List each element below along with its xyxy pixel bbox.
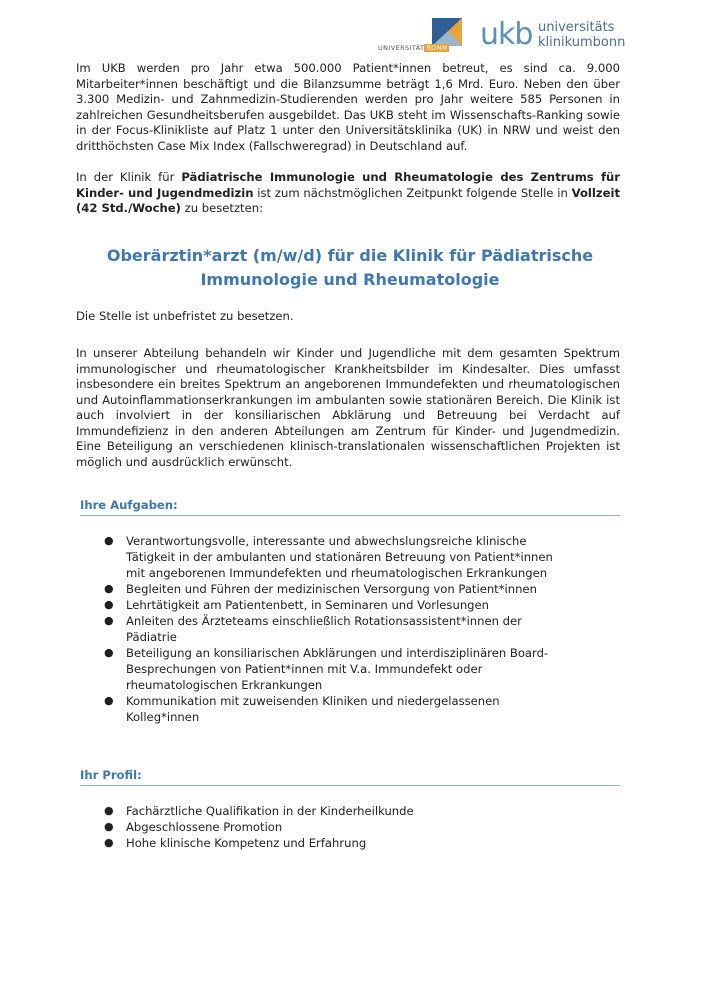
- list-item: ● Begleiten und Führen der medizinischen Versorgung von Patient*innen: [104, 582, 537, 596]
- profile-list: [104, 803, 574, 851]
- tasks-list: [104, 533, 574, 725]
- list-item: ● Kommunikation mit zuweisenden Kliniken und niedergelassenen Kolleg*innen: [104, 694, 500, 724]
- list-item: ● Fachärztliche Qualifikation in der Kinderheilkunde: [104, 804, 414, 818]
- job-title: Oberärztin*arzt (m/w/d) für die Klinik für Pädiatrische Immunologie und Rheumatologie: [106, 246, 594, 289]
- intro-paragraph: Im UKB werden pro Jahr etwa 500.000 Patient*innen betreut, es sind ca. 9.000 Mitarbeiter*innen beschäftigt und die Bilanzsumme beträgt 1,6 Mrd. Euro. Neben den über 3.300 Medizin- und Zahnmedizin-Studierenden werden pro Jahr weitere 585 Personen in zahlreichen Gesundheitsberufen ausgebildet. Das UKB steht im Wissenschafts-Ranking sowie in der Focus-Klinikliste auf Platz 1 unter den Universitätsklinika (UK) in NRW und weist den dritthöchsten Case Mix Index (Fallschweregrad) in Deutschland auf.: [76, 61, 620, 153]
- ukb-logo: [480, 16, 626, 56]
- list-item: ● Beteiligung an konsiliarischen Abklärungen und interdisziplinären Board-Besprechungen von Patient*innen mit V.a. Immundefekt oder rheumatologischen Erkrankungen: [104, 646, 549, 692]
- ukb-logo-name-line1: universitäts: [538, 20, 615, 35]
- list-item: ● Lehrtätigkeit am Patientenbett, in Seminaren und Vorlesungen: [104, 598, 490, 612]
- department-description: In unserer Abteilung behandeln wir Kinder und Jugendliche mit dem gesamten Spektrum immunologischer und rheumatologischer Krankheitsbilder im Kindesalter. Dies umfasst insbesondere ein breites Spektrum an angeborenen Immundefekten und rheumatologischen und Autoinflammationserkrankungen im ambulanten sowie stationären Bereich. Die Klinik ist auch involviert in der konsiliarischen Abklärung und Betreuung bei Verdacht auf Immundefizienz in den anderen Abteilungen am Zentrum für Kinder- und Jugendmedizin. Eine Beteiligung an verschiedenen klinisch-translationalen wissenschaftlichen Projekten ist möglich und ausdrücklich erwünscht.: [76, 346, 620, 469]
- university-logo-text: UNIVERSITÄT BONN: [378, 44, 448, 52]
- clinic-paragraph: In der Klinik für Pädiatrische Immunologie und Rheumatologie des Zentrums für Kinder- und Jugendmedizin ist zum nächstmöglichen Zeitpunkt folgende Stelle in Vollzeit (42 Std./Woche) zu besetzten:: [76, 170, 620, 215]
- tasks-heading: Ihre Aufgaben:: [80, 497, 620, 516]
- ukb-logo-mark: ukb: [480, 17, 533, 52]
- list-item: ● Abgeschlossene Promotion: [104, 820, 283, 834]
- list-item: ● Verantwortungsvolle, interessante und abwechslungsreiche klinische Tätigkeit in der ambulanten und stationären Betreuung von Patient*innen mit angeborenen Immundefekten und rheumatologischen Erkrankungen: [104, 534, 553, 580]
- list-item: ● Hohe klinische Kompetenz und Erfahrung: [104, 836, 367, 850]
- profile-heading: Ihr Profil:: [80, 767, 620, 786]
- university-bonn-logo: [378, 18, 464, 54]
- university-logo-mark: [432, 18, 462, 46]
- permanent-note: Die Stelle ist unbefristet zu besetzen.: [76, 309, 294, 323]
- ukb-logo-name-line2: klinikumbonn: [538, 35, 626, 50]
- list-item: ● Anleiten des Ärzteteams einschließlich Rotationsassistent*innen der Pädiatrie: [104, 614, 522, 644]
